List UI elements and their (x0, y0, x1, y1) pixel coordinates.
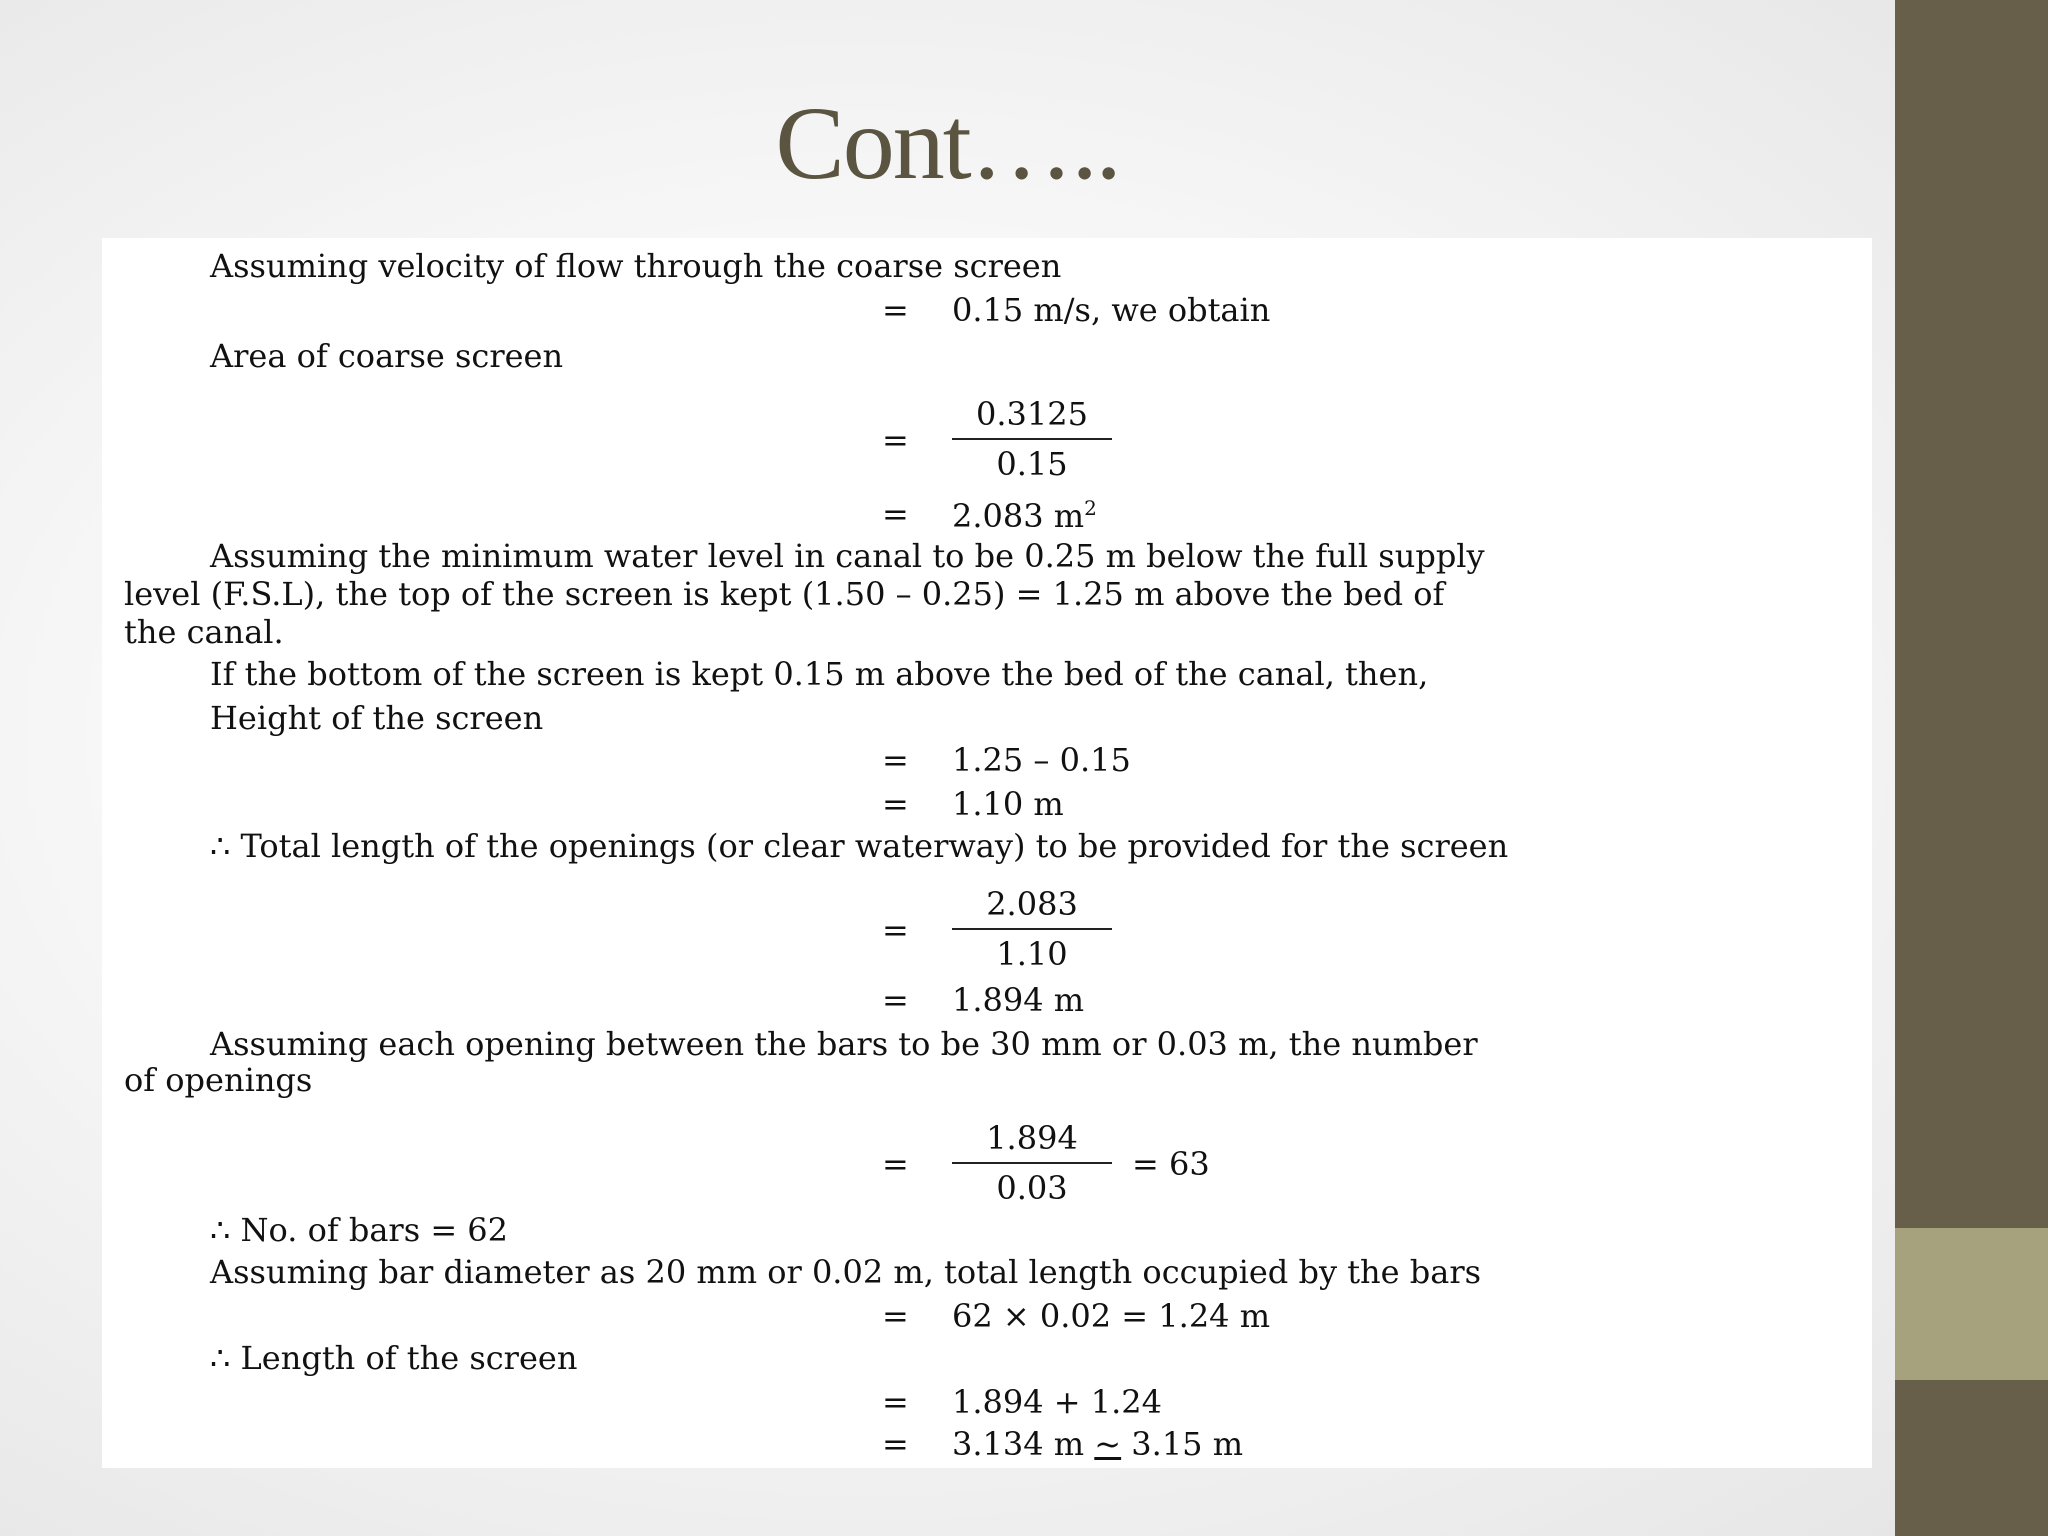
text-line-bars: ∴ No. of bars = 62 (210, 1211, 509, 1249)
value-rounded: 3.15 m (1131, 1425, 1244, 1463)
equals-sign: = (882, 741, 909, 779)
text-line-height: Height of the screen (210, 699, 544, 737)
text-line-area: Area of coarse screen (210, 337, 564, 375)
sidebar-light-band (1895, 1228, 2048, 1380)
value-bars-length: 62 × 0.02 = 1.24 m (952, 1297, 1271, 1335)
fraction-denominator: 1.10 (996, 935, 1068, 973)
value-openings-result: = 63 (1132, 1145, 1210, 1183)
fraction-numerator: 1.894 (952, 1122, 1112, 1164)
equals-sign: = (882, 421, 909, 459)
value-velocity: 0.15 m/s, we obtain (952, 291, 1271, 329)
value-area-number: 2.083 m (952, 497, 1085, 535)
equals-sign: = (882, 911, 909, 949)
text-line-velocity: Assuming velocity of flow through the coarse screen (210, 247, 1062, 285)
calculation-content (102, 238, 1872, 1468)
fraction-length (952, 885, 1112, 973)
value-area (952, 496, 1097, 535)
value-screen-expression: 1.894 + 1.24 (952, 1383, 1163, 1421)
fraction-denominator: 0.15 (996, 445, 1068, 483)
value-length: 1.894 m (952, 981, 1085, 1019)
superscript-two: 2 (1084, 496, 1097, 520)
equals-sign: = (882, 1383, 909, 1421)
paragraph-line: Assuming the minimum water level in canal to be 0.25 m below the full supply (210, 537, 1485, 575)
text-line-screen-length: ∴ Length of the screen (210, 1339, 578, 1377)
equals-sign: = (882, 785, 909, 823)
paragraph-line: of openings (124, 1061, 313, 1099)
paragraph-line: level (F.S.L), the top of the screen is kept (1.50 – 0.25) = 1.25 m above the bed of (124, 575, 1445, 613)
equals-sign: = (882, 981, 909, 1019)
fraction-openings (952, 1119, 1112, 1207)
value-height: 1.10 m (952, 785, 1064, 823)
approx-symbol: ~ (1094, 1425, 1122, 1463)
fraction-numerator: 2.083 (952, 888, 1112, 930)
equals-sign: = (882, 291, 909, 329)
equals-sign: = (882, 1425, 909, 1463)
slide-title: Cont….. (775, 86, 1120, 201)
equals-sign: = (882, 1297, 909, 1335)
equals-sign: = (882, 1145, 909, 1183)
text-line-total-length: ∴ Total length of the openings (or clear waterway) to be provided for the screen (210, 827, 1509, 865)
text-line-bottom: If the bottom of the screen is kept 0.15 m above the bed of the canal, then, (210, 655, 1429, 693)
equals-sign: = (882, 495, 909, 533)
value-height-expression: 1.25 – 0.15 (952, 741, 1131, 779)
value-computed: 3.134 m (952, 1425, 1085, 1463)
fraction-area (952, 395, 1112, 483)
fraction-numerator: 0.3125 (952, 398, 1112, 440)
paragraph-line: the canal. (124, 613, 284, 651)
value-screen-length (952, 1425, 1244, 1463)
fraction-denominator: 0.03 (996, 1169, 1068, 1207)
paragraph-line: Assuming each opening between the bars to be 30 mm or 0.03 m, the number (210, 1025, 1478, 1063)
text-line-bar-diameter: Assuming bar diameter as 20 mm or 0.02 m, total length occupied by the bars (210, 1253, 1482, 1291)
